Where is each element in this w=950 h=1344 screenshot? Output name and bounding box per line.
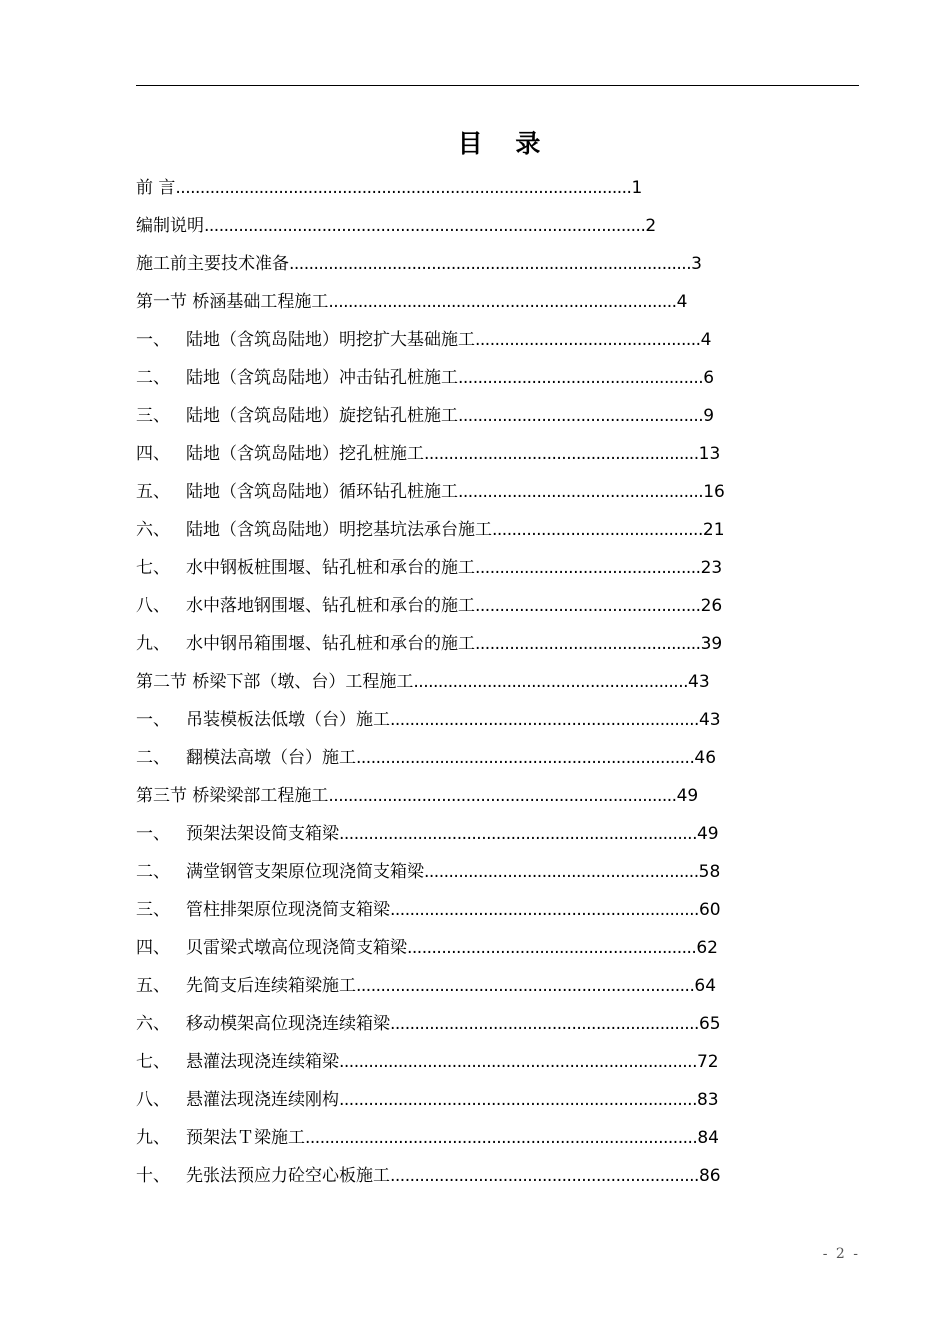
toc-entry-number: 四、 — [136, 444, 170, 464]
header-rule — [136, 85, 859, 86]
toc-leader-dots: ................................................................................ — [305, 1128, 698, 1148]
toc-entry[interactable] — [136, 442, 776, 480]
toc-leader-dots: .............................................. — [475, 596, 701, 616]
toc-entry[interactable] — [136, 860, 776, 898]
toc-entry-page: 43 — [698, 710, 721, 730]
toc-entry-title: 先简支后连续箱梁施工 — [186, 976, 356, 996]
toc-entry-page: 4 — [700, 330, 712, 350]
toc-entry-number: 八、 — [136, 596, 170, 616]
toc-leader-dots: .............................................. — [475, 330, 701, 350]
toc-entry-page: 9 — [703, 406, 715, 426]
toc-entry-page: 39 — [700, 634, 723, 654]
toc-leader-dots: .............................................. — [475, 558, 701, 578]
toc-entry-title: 管柱排架原位现浇简支箱梁 — [186, 900, 390, 920]
toc-entry-number: 九、 — [136, 634, 170, 654]
toc-entry-page: 23 — [700, 558, 723, 578]
toc-entry-number: 三、 — [136, 406, 170, 426]
toc-entry-title: 翻模法高墩（台）施工 — [186, 748, 356, 768]
toc-entry-title: 陆地（含筑岛陆地）旋挖钻孔桩施工 — [186, 406, 458, 426]
toc-entry[interactable] — [136, 1126, 776, 1164]
toc-entry[interactable] — [136, 556, 776, 594]
toc-entry-title: 悬灌法现浇连续箱梁 — [186, 1052, 339, 1072]
toc-entry-title: 水中钢板桩围堰、钻孔桩和承台的施工 — [186, 558, 475, 578]
toc-leader-dots: ......................................................................... — [339, 1090, 697, 1110]
toc-entry-title: 前 言 — [136, 178, 176, 198]
toc-entry-number: 七、 — [136, 558, 170, 578]
toc-entry-title: 移动模架高位现浇连续箱梁 — [186, 1014, 390, 1034]
toc-entry[interactable] — [136, 936, 776, 974]
toc-entry[interactable] — [136, 214, 776, 252]
toc-entry[interactable] — [136, 290, 776, 328]
toc-entry-number: 九、 — [136, 1128, 170, 1148]
toc-entry-title: 施工前主要技术准备 — [136, 254, 289, 274]
toc-entry-title: 先张法预应力砼空心板施工 — [186, 1166, 390, 1186]
toc-leader-dots: .............................................. — [475, 634, 701, 654]
toc-entry-number: 六、 — [136, 1014, 170, 1034]
toc-entry-number: 十、 — [136, 1166, 170, 1186]
toc-entry-title: 第三节 桥梁梁部工程施工 — [136, 786, 329, 806]
toc-entry-title: 预架法架设简支箱梁 — [186, 824, 339, 844]
toc-leader-dots: .......................................................................................... — [204, 216, 646, 236]
toc-entry-title: 贝雷梁式墩高位现浇简支箱梁 — [186, 938, 407, 958]
toc-entry-number: 八、 — [136, 1090, 170, 1110]
toc-entry[interactable] — [136, 670, 776, 708]
toc-entry-title: 水中落地钢围堰、钻孔桩和承台的施工 — [186, 596, 475, 616]
toc-entry-title: 陆地（含筑岛陆地）明挖扩大基础施工 — [186, 330, 475, 350]
toc-entry-number: 七、 — [136, 1052, 170, 1072]
toc-entry[interactable] — [136, 480, 776, 518]
toc-entry[interactable] — [136, 1012, 776, 1050]
toc-list — [136, 176, 776, 1202]
toc-entry-number: 一、 — [136, 824, 170, 844]
toc-entry-number: 五、 — [136, 976, 170, 996]
toc-entry[interactable] — [136, 784, 776, 822]
toc-entry[interactable] — [136, 1088, 776, 1126]
toc-entry[interactable] — [136, 518, 776, 556]
toc-leader-dots: .................................................. — [458, 482, 704, 502]
toc-entry[interactable] — [136, 898, 776, 936]
toc-entry-title: 第一节 桥涵基础工程施工 — [136, 292, 329, 312]
toc-entry[interactable] — [136, 252, 776, 290]
toc-leader-dots: ........................................... — [492, 520, 703, 540]
toc-entry-page: 46 — [694, 748, 717, 768]
toc-leader-dots: .................................................. — [458, 368, 704, 388]
toc-entry-title: 陆地（含筑岛陆地）冲击钻孔桩施工 — [186, 368, 458, 388]
toc-leader-dots: ............................................................... — [390, 900, 699, 920]
toc-leader-dots: ............................................................................................. — [175, 178, 632, 198]
toc-entry[interactable] — [136, 1164, 776, 1202]
toc-title: 目 录 — [457, 129, 553, 158]
toc-entry-number: 六、 — [136, 520, 170, 540]
toc-entry[interactable] — [136, 708, 776, 746]
toc-entry-page: 3 — [691, 254, 702, 274]
toc-entry-page: 72 — [696, 1052, 719, 1072]
toc-entry-title: 悬灌法现浇连续刚构 — [186, 1090, 339, 1110]
toc-entry-number: 四、 — [136, 938, 170, 958]
toc-entry-number: 二、 — [136, 368, 170, 388]
toc-entry-title: 陆地（含筑岛陆地）挖孔桩施工 — [186, 444, 424, 464]
toc-leader-dots: ............................................................... — [390, 710, 699, 730]
toc-entry-page: 2 — [645, 216, 657, 236]
toc-entry-title: 预架法Ｔ梁施工 — [186, 1128, 305, 1148]
toc-entry-page: 86 — [698, 1166, 721, 1186]
toc-entry[interactable] — [136, 974, 776, 1012]
toc-entry[interactable] — [136, 594, 776, 632]
toc-entry-page: 64 — [694, 976, 717, 996]
toc-entry[interactable] — [136, 822, 776, 860]
toc-entry[interactable] — [136, 1050, 776, 1088]
toc-entry-page: 21 — [702, 520, 725, 540]
toc-entry-title: 陆地（含筑岛陆地）循环钻孔桩施工 — [186, 482, 458, 502]
toc-entry[interactable] — [136, 328, 776, 366]
toc-entry-page: 60 — [698, 900, 721, 920]
toc-entry-title: 陆地（含筑岛陆地）明挖基坑法承台施工 — [186, 520, 492, 540]
toc-entry[interactable] — [136, 404, 776, 442]
toc-entry[interactable] — [136, 176, 776, 214]
toc-entry-page: 16 — [703, 482, 725, 502]
toc-entry-number: 五、 — [136, 482, 170, 502]
toc-entry-title: 编制说明 — [136, 216, 204, 236]
toc-entry-title: 第二节 桥梁下部（墩、台）工程施工 — [136, 672, 414, 692]
toc-entry-page: 58 — [698, 862, 721, 882]
toc-entry-title: 水中钢吊箱围堰、钻孔桩和承台的施工 — [186, 634, 475, 654]
page-number: - 2 - — [822, 1246, 860, 1262]
toc-leader-dots: ........................................................ — [424, 862, 699, 882]
toc-leader-dots: ....................................................................... — [328, 292, 677, 312]
toc-leader-dots: ..................................................................... — [356, 976, 695, 996]
toc-entry-page: 62 — [696, 938, 718, 958]
toc-entry-page: 84 — [697, 1128, 719, 1148]
toc-leader-dots: ............................................................... — [390, 1014, 699, 1034]
toc-leader-dots: ....................................................................... — [328, 786, 677, 806]
toc-entry-page: 83 — [696, 1090, 719, 1110]
toc-leader-dots: ........................................................ — [424, 444, 699, 464]
toc-entry-number: 一、 — [136, 330, 170, 350]
toc-entry-page: 13 — [698, 444, 721, 464]
toc-entry-page: 49 — [676, 786, 699, 806]
toc-entry[interactable] — [136, 632, 776, 670]
toc-leader-dots: ............................................................... — [390, 1166, 699, 1186]
toc-entry-page: 1 — [631, 178, 643, 198]
toc-entry-page: 65 — [698, 1014, 721, 1034]
toc-entry-page: 26 — [700, 596, 723, 616]
toc-entry[interactable] — [136, 746, 776, 784]
toc-leader-dots: ........................................................ — [413, 672, 689, 692]
toc-leader-dots: .................................................................................. — [289, 254, 692, 274]
toc-entry-page: 43 — [688, 672, 710, 692]
toc-entry-number: 一、 — [136, 710, 170, 730]
toc-leader-dots: ......................................................................... — [339, 824, 697, 844]
toc-entry-title: 满堂钢管支架原位现浇简支箱梁 — [186, 862, 424, 882]
toc-entry-page: 6 — [703, 368, 715, 388]
toc-entry-number: 二、 — [136, 862, 170, 882]
toc-entry-page: 49 — [696, 824, 719, 844]
toc-leader-dots: ........................................................... — [407, 938, 697, 958]
toc-entry-number: 三、 — [136, 900, 170, 920]
toc-entry-title: 吊装模板法低墩（台）施工 — [186, 710, 390, 730]
toc-leader-dots: ..................................................................... — [356, 748, 695, 768]
toc-leader-dots: .................................................. — [458, 406, 704, 426]
toc-entry-number: 二、 — [136, 748, 170, 768]
toc-entry-page: 4 — [676, 292, 688, 312]
toc-entry[interactable] — [136, 366, 776, 404]
toc-leader-dots: ......................................................................... — [339, 1052, 697, 1072]
